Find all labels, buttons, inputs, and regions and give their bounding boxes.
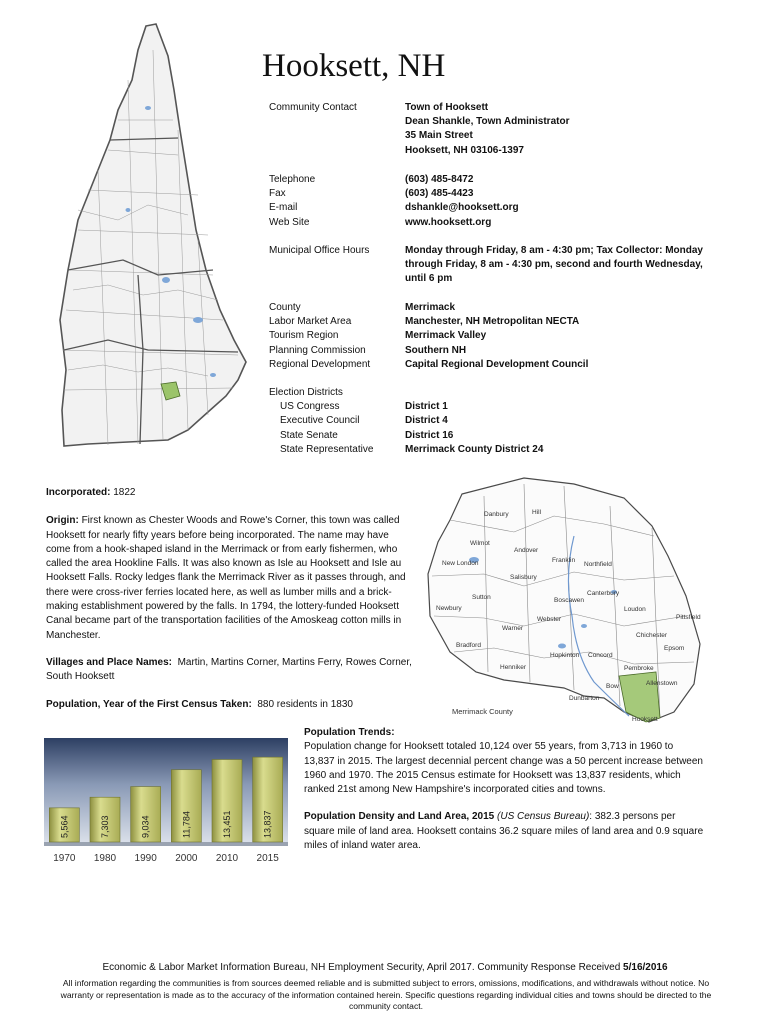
email-link[interactable]: dshankle@hooksett.org [405, 202, 519, 214]
footer-disclaimer: All information regarding the communities is from sources deemed reliable and is submitted subject to errors, omissions, modifications, and withdrawals without notice. No warranty or representation is made as to the accuracy of the information contained herein. Specific questions regarding individual cities and towns should be directed to the community contact. [60, 978, 712, 1011]
town-label: Concord [588, 652, 613, 659]
contact-line: Hooksett, NH 03106-1397 [405, 144, 524, 156]
town-label: Wilmot [470, 540, 490, 547]
town-label: Dunbarton [569, 695, 600, 702]
year-tick-label: 2015 [256, 853, 279, 864]
trends-section [304, 726, 706, 853]
town-label: Newbury [436, 605, 462, 612]
planning-value: Southern NH [405, 344, 467, 356]
population-chart [44, 738, 288, 874]
trends-heading: Population Trends: [304, 727, 395, 738]
town-label: Epsom [664, 645, 685, 652]
density-paragraph: Population Density and Land Area, 2015 (US Census Bureau): 382.3 persons per square mile of land area. Hooksett contains 36.2 square miles of land area and 0.9 square miles of inland water area. [304, 811, 704, 852]
state-rep-label: State Representative [280, 443, 374, 455]
town-label: Allenstown [646, 680, 678, 687]
phone-value: (603) 485-8472 [405, 174, 474, 185]
county-map [424, 476, 708, 724]
email-label: E-mail [269, 202, 298, 214]
history-section [46, 486, 412, 712]
contact-line: Dean Shankle, Town Administrator [405, 116, 570, 128]
town-label: Pittsfield [676, 614, 701, 621]
population-value-label: 5,564 [59, 815, 70, 838]
population-value-label: 13,451 [222, 810, 232, 838]
contact-line: 35 Main Street [405, 130, 473, 142]
exec-council-label: Executive Council [280, 415, 360, 427]
county-value: Merrimack [405, 302, 456, 313]
population-value-label: 11,784 [181, 811, 192, 838]
population-value-label: 9,034 [140, 815, 151, 838]
trends-paragraph: Population change for Hooksett totaled 10,124 over 55 years, from 3,713 in 1960 to 13,837 in 2015. The largest decennial percent change was a 50 percent increase between 1960 and 1970. The 2015 Census estimate for Hooksett was 13,837 residents, which ranked 21st among New Hampshire's incorporated cities and towns. [304, 741, 703, 796]
state-senate-label: State Senate [280, 429, 338, 441]
nh-state-map [48, 20, 256, 460]
fax-value: (603) 485-4423 [405, 188, 474, 200]
population-chart-svg [44, 738, 288, 874]
town-label: Northfield [584, 561, 612, 568]
town-label: Franklin [552, 557, 576, 564]
town-label: Chichester [636, 632, 668, 639]
population-value-label: 7,303 [100, 815, 110, 838]
chart-background [44, 738, 288, 842]
year-tick-label: 1990 [134, 853, 157, 864]
town-label: Salisbury [510, 574, 537, 581]
town-label: Andover [514, 547, 539, 554]
districts-heading: Election Districts [269, 387, 343, 398]
villages-paragraph: Villages and Place Names: Martin, Martins Corner, Martins Ferry, Rowes Corner, South Hooksett [46, 656, 412, 683]
exec-council-value: District 4 [405, 415, 448, 427]
fax-label: Fax [269, 188, 286, 200]
town-label: Danbury [484, 511, 509, 518]
regional-dev-value: Capital Regional Development Council [405, 358, 589, 370]
tourism-label: Tourism Region [269, 330, 339, 342]
hours-label: Municipal Office Hours [269, 245, 370, 256]
year-tick-label: 2010 [215, 853, 239, 864]
labor-market-value: Manchester, NH Metropolitan NECTA [405, 316, 580, 328]
town-label: New London [442, 560, 479, 567]
labor-market-label: Labor Market Area [269, 316, 352, 328]
contact-label: Community Contact [269, 102, 357, 113]
regional-dev-label: Regional Development [269, 358, 371, 370]
website-link[interactable]: www.hooksett.org [405, 216, 492, 228]
phone-label: Telephone [269, 174, 316, 185]
town-label: Sutton [472, 594, 491, 601]
origin-paragraph: Origin: First known as Chester Woods and Rowe's Corner, this town was called Hooksett for nearly fifty years before being incorporated. The name may have come from a hook-shaped island in the Merrimack or from early fishermen, who called the area Hookline Falls. It was also known as Isle au Hooksett and Isle au Hooksett Falls. Rocky ledges flank the Merrimack River as it passes through, and there were cross-river ferries located here, as well as lumber mills and a brick-making establishment powered by the falls. In 1794, the lottery-funded Hooksett Canal became part of the transportation facilities of the Amoskeag cotton mills in Manchester. [46, 515, 406, 641]
tourism-value: Merrimack Valley [405, 330, 487, 342]
incorporated-line: Incorporated: 1822 [46, 487, 136, 498]
year-tick-label: 1970 [53, 853, 76, 864]
town-label: Loudon [624, 606, 646, 613]
town-label: Canterbury [587, 590, 620, 597]
county-label: County [269, 302, 301, 313]
town-label: Boscawen [554, 597, 584, 604]
town-label: Henniker [500, 664, 527, 671]
town-label: Webster [537, 616, 562, 623]
town-label: Hill [532, 509, 542, 516]
town-label: Hopkinton [550, 652, 580, 659]
town-label: Bow [606, 683, 619, 690]
town-label: Warner [502, 625, 524, 632]
town-label: Hooksett [632, 716, 658, 723]
footer-line: Economic & Labor Market Information Bureau, NH Employment Security, April 2017. Community Response Received 5/16/2016 [102, 962, 668, 973]
town-label: Bradford [456, 642, 481, 649]
planning-label: Planning Commission [269, 344, 366, 356]
year-tick-label: 1980 [93, 853, 117, 864]
congress-value: District 1 [405, 401, 448, 413]
congress-label: US Congress [280, 401, 340, 413]
town-label: Pembroke [624, 665, 654, 672]
hours-value: Monday through Friday, 8 am - 4:30 pm; Tax Collector: Monday through Friday, 8 am - 4:30 pm, second and fourth Wednesday, until 6 pm [405, 245, 703, 285]
contact-line: Town of Hooksett [405, 102, 489, 113]
chart-floor [44, 842, 288, 846]
first-census-line: Population, Year of the First Census Taken: 880 residents in 1830 [46, 698, 353, 710]
year-tick-label: 2000 [175, 853, 198, 864]
page-title: Hooksett, NH [262, 48, 446, 84]
nh-state-outline [60, 24, 246, 446]
website-label: Web Site [269, 216, 310, 228]
state-senate-value: District 16 [405, 429, 454, 441]
state-rep-value: Merrimack County District 24 [405, 443, 544, 455]
county-map-caption: Merrimack County [452, 707, 513, 716]
population-value-label: 13,837 [262, 810, 273, 838]
